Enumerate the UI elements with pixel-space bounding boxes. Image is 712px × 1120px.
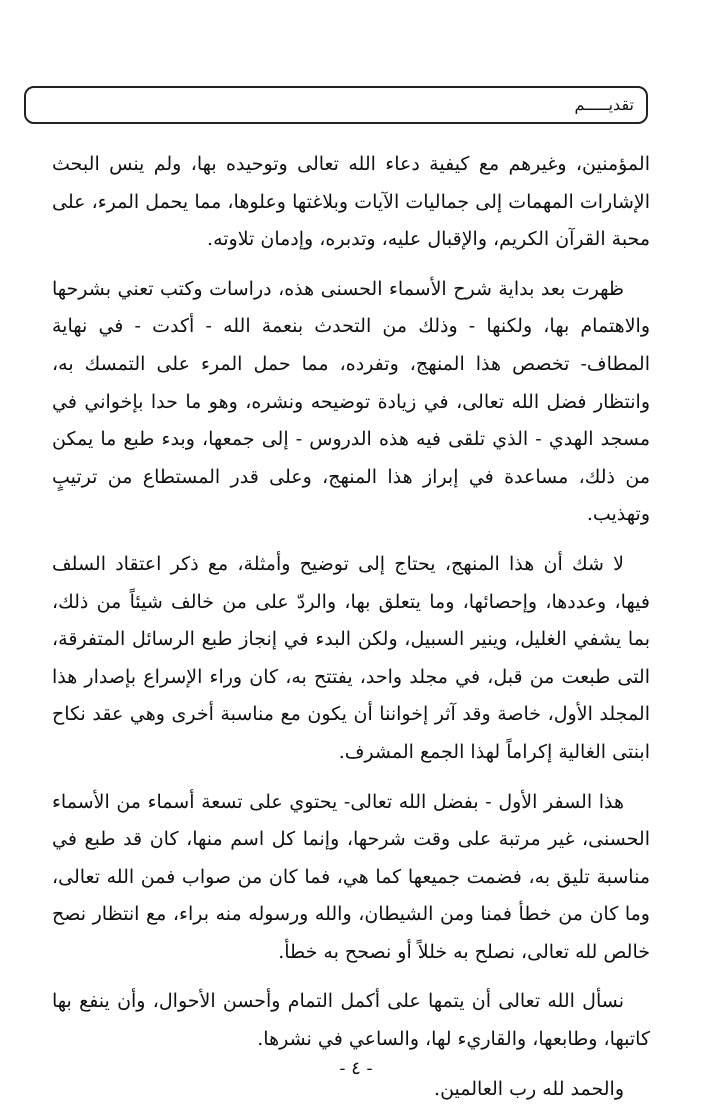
paragraph-3: لا شك أن هذا المنهج، يحتاج إلى توضيح وأمثلة، مع ذكر اعتقاد السلف فيها، وعددها، وإحصائها، وما يتعلق بها، والردّ على من خالف شيئاً من ذلك، بما يشفي الغليل، وينير السبيل، ولكن البدء في إنجاز طبع الرسائل المتفرقة، التى طبعت من قبل، في مجلد واحد، يفتتح به، كان وراء الإسراع بإصدار هذا المجلد الأول، خاصة وقد آثر إخواننا أن يكون مع مناسبة أخرى وهي عقد نكاح ابنتى الغالية إكراماً لهذا الجمع المشرف. (52, 552, 650, 763)
paragraph-1: المؤمنين، وغيرهم مع كيفية دعاء الله تعالى وتوحيده بها، ولم ينس البحث الإشارات المهمات إلى جماليات الآيات وبلاغتها وعلوها، مما يحمل المرء، على محبة القرآن الكريم، والإقبال عليه، وتدبره، وإدمان تلاوته. (52, 153, 650, 251)
paragraph-6: والحمد لله رب العالمين. (434, 1077, 624, 1100)
paragraph-4: هذا السفر الأول - بفضل الله تعالى- يحتوي على تسعة أسماء من الأسماء الحسنى، غير مرتبة على وقت شرحها، وإنما كل اسم منها، كان قد طبع في مناسبة تليق به، فضمت جميعها كما هي، فما كان من صواب فمن الله تعالى، وما كان من خطأ فمنا ومن الشيطان، والله ورسوله منه براء، مع انتظار نصح خالص لله تعالى، نصلح به خللاً أو نصحح به خطأ. (52, 790, 650, 963)
page-number: - ٤ - (339, 1058, 373, 1079)
body-text (52, 146, 650, 1120)
running-header-title: تقديـــــم (574, 95, 634, 114)
paragraph-2: ظهرت بعد بداية شرح الأسماء الحسنى هذه، دراسات وكتب تعني بشرحها والاهتمام بها، ولكنها - وذلك من التحدث بنعمة الله - أكدت - في نهاية المطاف- تخصص هذا المنهج، وتفرده، مما حمل المرء على التمسك به، وانتظار فضل الله تعالى، في زيادة توضيحه ونشره، وهو ما حدا بإخواني في مسجد الهدي - الذي تلقى فيه هذه الدروس - إلى جمعها، وبدء طبع ما يمكن من ذلك، مساعدة في إبراز هذا المنهج، وعلى قدر المستطاع من ترتيبٍ وتهذيب. (52, 277, 650, 526)
paragraph-5: نسأل الله تعالى أن يتمها على أكمل التمام وأحسن الأحوال، وأن ينفع بها كاتبها، وطابعها، والقاريء لها، والساعي في نشرها. (52, 990, 650, 1051)
running-header-box (24, 86, 648, 124)
